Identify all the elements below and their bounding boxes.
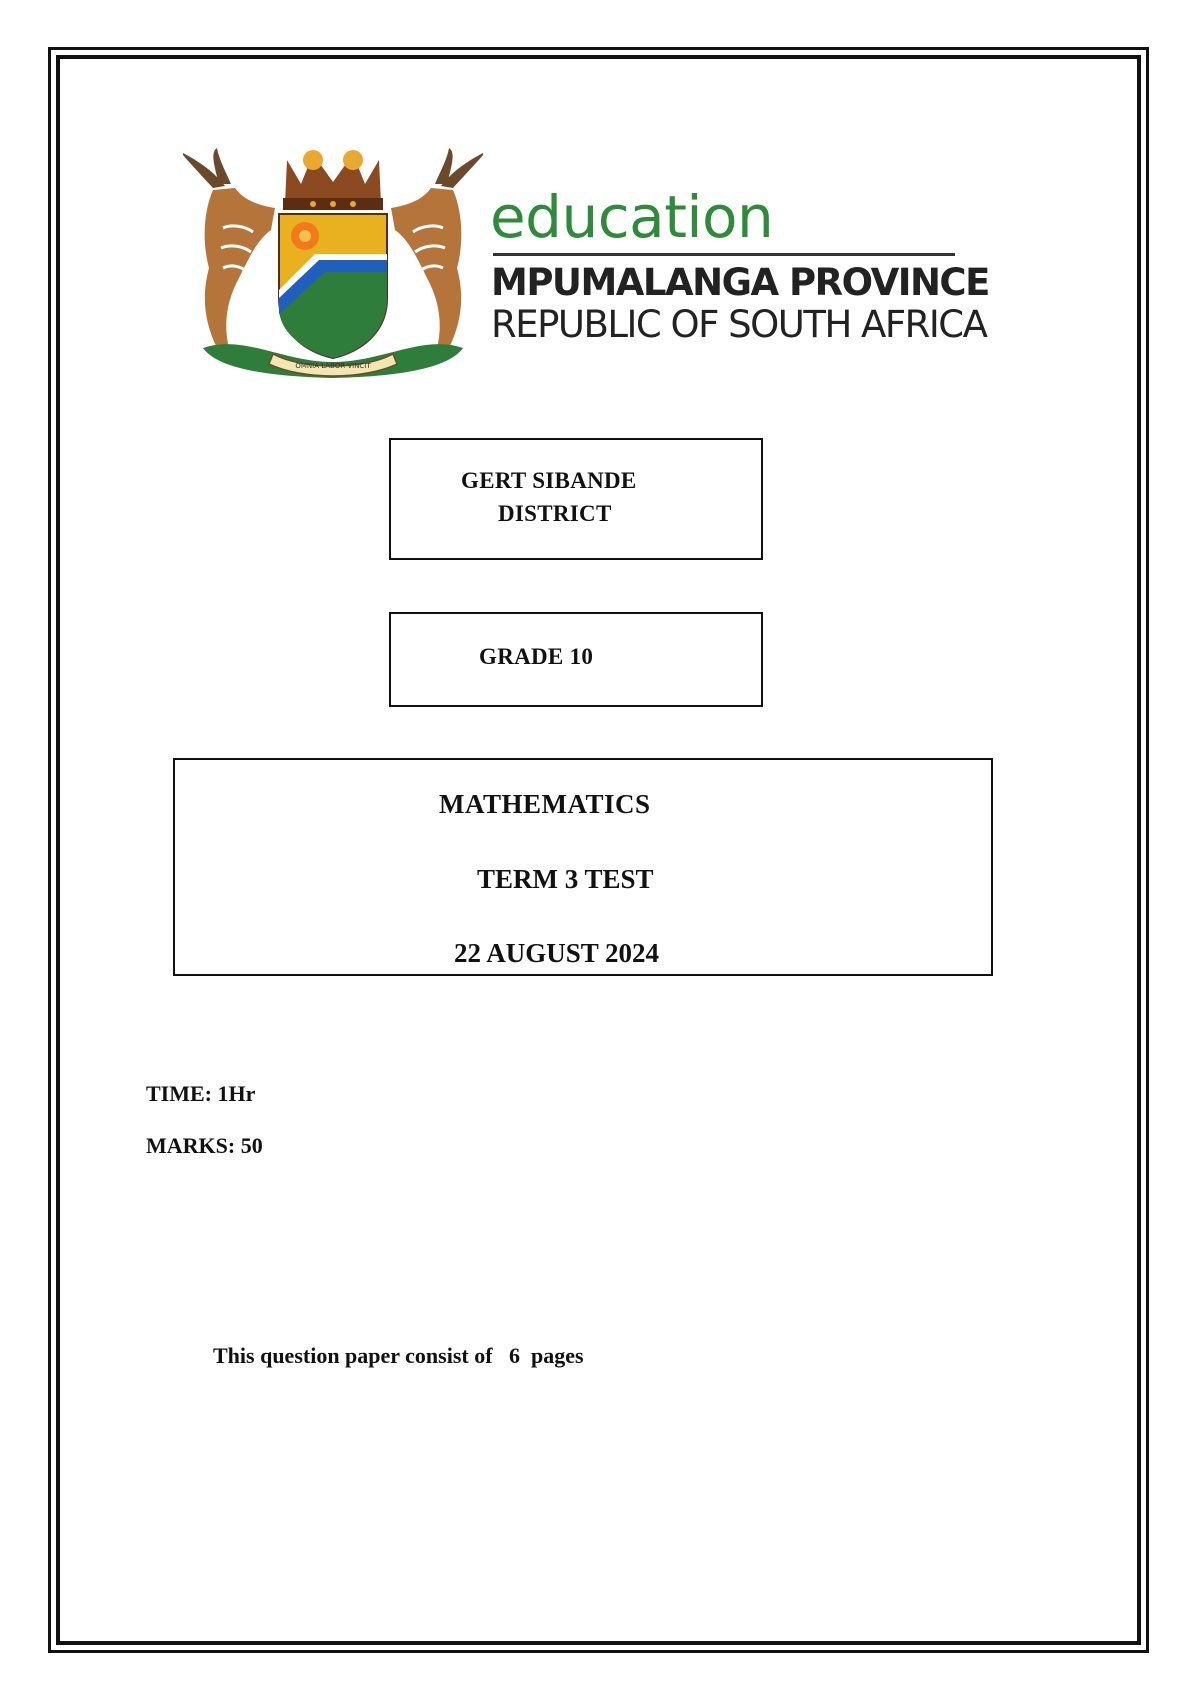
page-count-note: This question paper consist of 6 pages [213,1343,584,1368]
district-box [389,438,763,560]
wordmark-divider [493,253,955,256]
exam-date: 22 AUGUST 2024 [454,938,660,968]
grade-label: GRADE 10 [479,644,594,669]
education-wordmark: education [490,183,774,251]
coat-of-arms-logo [183,148,483,380]
motto-text: OMNIA LABOR VINCIT [295,362,371,370]
province-name: MPUMALANGA PROVINCE [491,261,989,304]
time-allowed: TIME: 1Hr [146,1081,256,1106]
test-name: TERM 3 TEST [477,864,654,894]
district-label: DISTRICT [498,501,612,526]
country-name: REPUBLIC OF SOUTH AFRICA [491,303,987,346]
subject-title: MATHEMATICS [439,789,651,819]
total-marks: MARKS: 50 [146,1133,263,1158]
district-name: GERT SIBANDE [461,468,637,493]
